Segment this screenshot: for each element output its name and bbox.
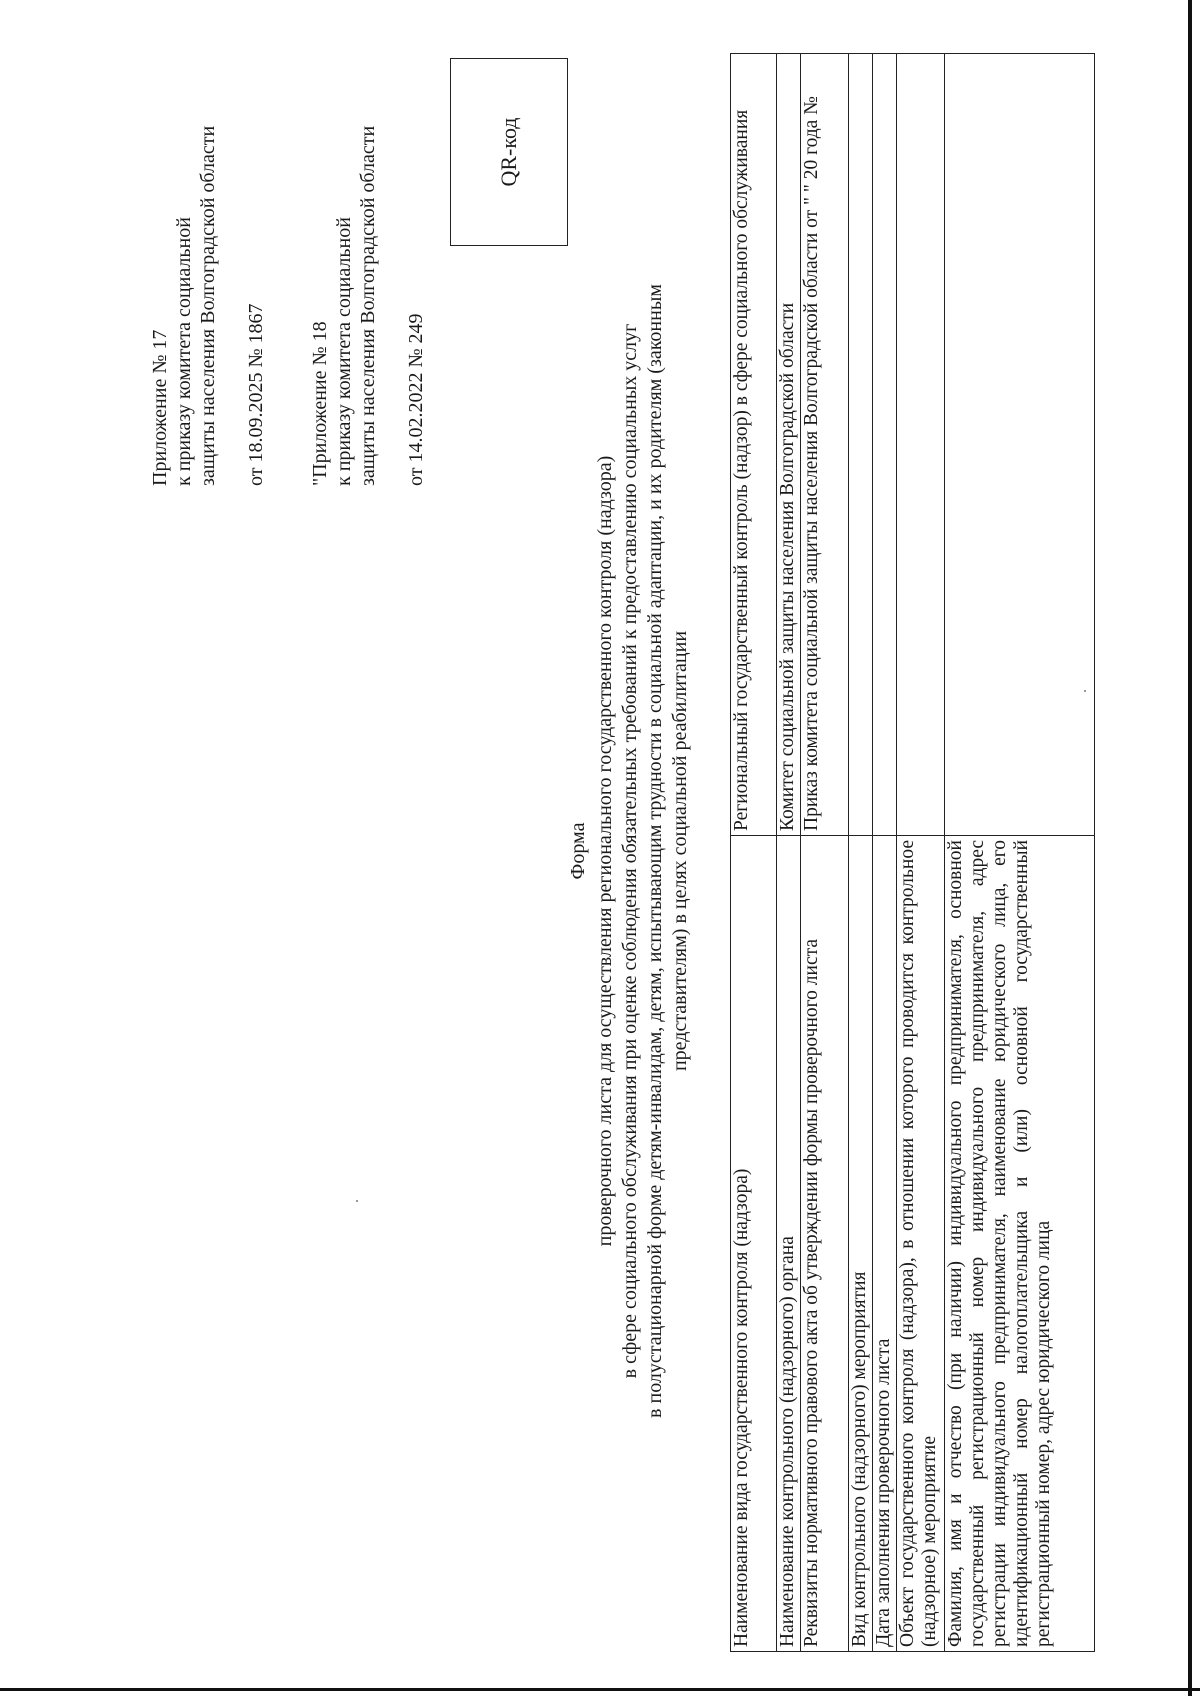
appendix-17-line: к приказу комитета социальной <box>173 217 195 486</box>
table-row <box>801 54 849 1652</box>
appendix-18-line: защиты населения Волгоградской области <box>357 125 379 486</box>
row-label: Вид контрольного (надзорного) мероприятия <box>849 836 873 1652</box>
qr-code-label: QR-код <box>496 117 521 187</box>
table-row <box>945 54 1095 1652</box>
row-value: Приказ комитета социальной защиты населения Волгоградской области от " " 20 года № <box>801 54 849 836</box>
row-value <box>945 54 1095 836</box>
form-table <box>730 53 1095 1652</box>
scan-edge-right <box>1188 0 1192 1696</box>
appendix-18-line: "Приложение № 18 <box>309 321 331 486</box>
scan-speck <box>356 1200 358 1202</box>
row-value: Комитет социальной защиты населения Волгоградской области <box>777 54 801 836</box>
row-label: Фамилия, имя и отчество (при наличии) индивидуального предпринимателя, основной государственный регистрационный номер индивидуального предпринимателя, адрес регистрации индивидуального предпринимателя, наименование юридического лица, его идентификационный номер налогоплательщика и (или) основной государственный регистрационный номер, адрес юридического лица <box>945 836 1095 1652</box>
scan-speck <box>1084 690 1086 692</box>
table-row <box>897 54 945 1652</box>
appendix-18-line: к приказу комитета социальной <box>333 217 355 486</box>
row-label: Реквизиты нормативного правового акта об утверждении формы проверочного листа <box>801 836 849 1652</box>
title-line: представителям) в целях социальной реабилитации <box>669 630 691 1072</box>
row-label: Наименование контрольного (надзорного) органа <box>777 836 801 1652</box>
row-value: Региональный государственный контроль (надзор) в сфере социального обслуживания <box>731 54 777 836</box>
form-title <box>566 66 693 1636</box>
qr-code-placeholder <box>450 58 568 246</box>
table-row <box>849 54 873 1652</box>
appendix-17-line: Приложение № 17 <box>149 329 171 486</box>
appendix-17-line: защиты населения Волгоградской области <box>197 125 219 486</box>
appendix-17-date: от 18.09.2025 № 1867 <box>245 303 267 486</box>
table-row <box>731 54 777 1652</box>
title-line: в сфере социального обслуживания при оценке соблюдения обязательных требований к предоставлению социальных услуг <box>619 323 641 1379</box>
appendix-18-date: от 14.02.2022 № 249 <box>405 313 427 486</box>
row-value <box>897 54 945 836</box>
row-label: Объект государственного контроля (надзора), в отношении которого проводится контрольное (надзорное) мероприятие <box>897 836 945 1652</box>
title-line: в полустационарной форме детям-инвалидам, детям, испытывающим трудности в социальной адаптации, и их родителям (законным <box>644 284 666 1418</box>
row-value <box>849 54 873 836</box>
scan-edge-bottom <box>0 1688 1200 1691</box>
table-row <box>777 54 801 1652</box>
appendix-18-note <box>308 56 428 486</box>
form-word: Форма <box>567 822 589 880</box>
row-label: Наименование вида государственного контроля (надзора) <box>731 836 777 1652</box>
row-value <box>873 54 897 836</box>
row-label: Дата заполнения проверочного листа <box>873 836 897 1652</box>
title-line: проверочного листа для осуществления регионального государственного контроля (надзора) <box>594 455 616 1247</box>
table-row <box>873 54 897 1652</box>
appendix-17-note <box>148 56 268 486</box>
